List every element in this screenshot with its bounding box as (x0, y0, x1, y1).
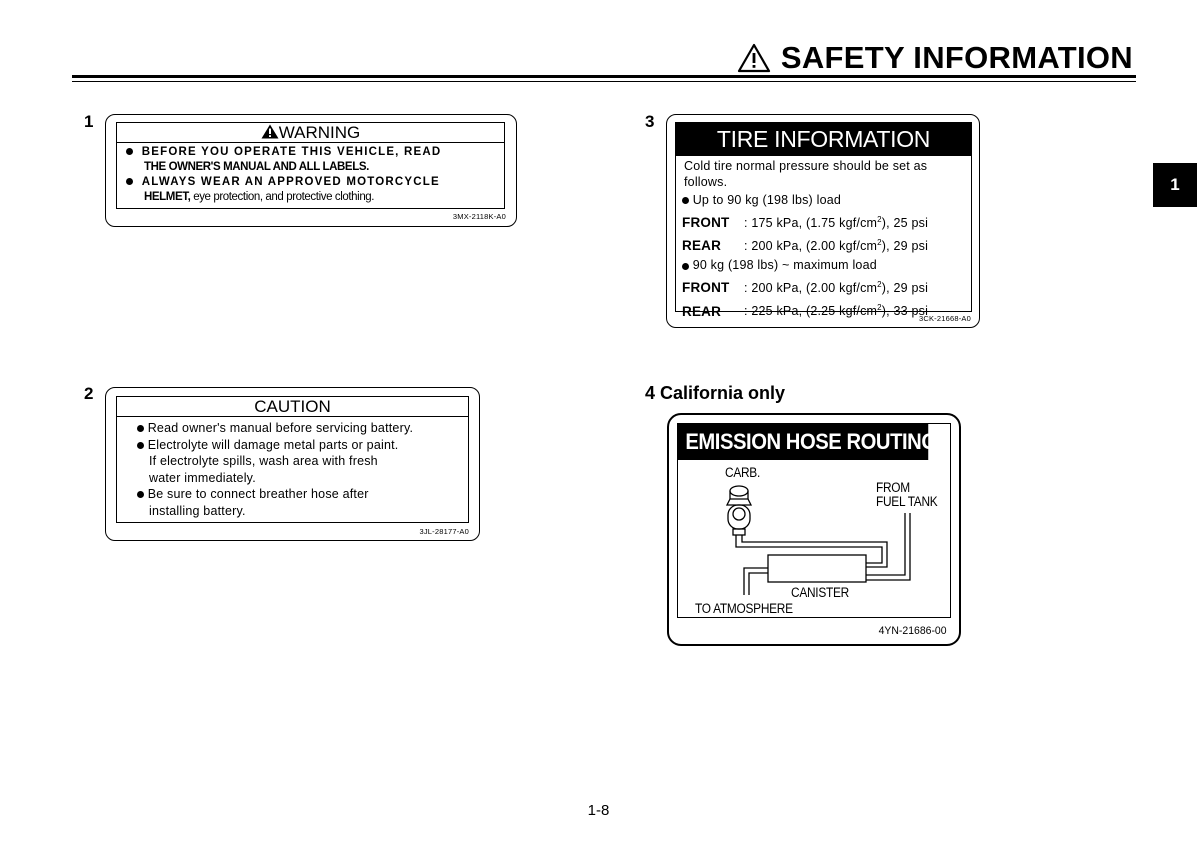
header-rule-thin (72, 81, 1136, 82)
warning-line-2b: HELMET, eye protection, and protective clothing. (144, 191, 375, 203)
tire-label-code: 3CK-21668-A0 (918, 314, 971, 323)
tire-intro-1: Cold tire normal pressure should be set as (684, 159, 928, 173)
caution-line-1: Read owner's manual before servicing battery. (137, 420, 468, 437)
bullet-icon (682, 263, 689, 270)
header-rule-thick (72, 75, 1136, 78)
warning-line-1: BEFORE YOU OPERATE THIS VEHICLE, READ (126, 145, 504, 160)
warning-line-2: ALWAYS WEAR AN APPROVED MOTORCYCLE (126, 175, 504, 190)
emission-title: EMISSION HOSE ROUTING (678, 424, 928, 460)
bullet-icon (137, 425, 144, 432)
caution-line-3: If electrolyte spills, wash area with fresh (149, 454, 378, 468)
tire-load-2: 90 kg (198 lbs) ~ maximum load (682, 256, 971, 275)
warning-label-code: 3MX-2118K-A0 (452, 212, 506, 221)
bullet-icon (137, 491, 144, 498)
caution-line-5: Be sure to connect breather hose after (137, 486, 468, 503)
header-title-text: SAFETY INFORMATION (780, 40, 1133, 75)
page-number: 1-8 (587, 802, 610, 819)
bullet-icon (682, 197, 689, 204)
carb-label: CARB. (725, 465, 760, 480)
canister-label: CANISTER (791, 585, 849, 600)
emission-label-code: 4YN-21686-00 (879, 625, 947, 637)
warning-triangle-small-icon (261, 124, 279, 139)
bullet-icon (126, 178, 133, 185)
caution-line-4: water immediately. (149, 470, 256, 485)
tire-front-2: FRONT : 200 kPa, (2.00 kgf/$cm^2$), 29 psi (682, 280, 929, 296)
warning-inner-box (116, 122, 505, 209)
canister-icon (768, 555, 866, 582)
carburetor-icon (727, 486, 751, 535)
caution-label-code: 3JL-28177-A0 (419, 527, 469, 536)
atmosphere-label: TO ATMOSPHERE (695, 601, 793, 616)
caution-line-6: installing battery. (149, 503, 246, 518)
tire-front-1: FRONT : 175 kPa, (1.75 kgf/$cm^2$), 25 psi (682, 215, 929, 231)
chapter-tab: 1 (1153, 163, 1197, 207)
caution-label (105, 387, 480, 541)
tire-load-1: Up to 90 kg (198 lbs) load (682, 191, 971, 210)
emission-label (667, 413, 961, 646)
page-header-title (737, 40, 1133, 76)
california-heading: 4 California only (645, 383, 786, 403)
warning-triangle-icon (737, 43, 771, 73)
label2-number: 2 (84, 384, 94, 403)
bullet-icon (137, 442, 144, 449)
caution-inner-box (116, 396, 469, 523)
tire-intro-2: follows. (684, 175, 728, 189)
warning-label (105, 114, 517, 227)
tire-info-label (666, 114, 980, 328)
warning-title: WARNING (117, 123, 504, 143)
from-label: FROM (876, 480, 910, 495)
tire-rear-1: REAR : 200 kPa, (2.00 kgf/$cm^2$), 29 psi (682, 238, 929, 254)
caution-title: CAUTION (117, 397, 468, 417)
tire-title: TIRE INFORMATION (676, 123, 971, 156)
label3-number: 3 (645, 112, 655, 131)
warning-line-1b: THE OWNER'S MANUAL AND ALL LABELS. (144, 161, 369, 173)
tire-rear-2: REAR : 225 kPa, (2.25 kgf/$cm^2$), 33 psi (682, 303, 929, 319)
fuel-tank-label: FUEL TANK (876, 494, 938, 509)
bullet-icon (126, 148, 133, 155)
label1-number: 1 (84, 112, 94, 131)
caution-line-2: Electrolyte will damage metal parts or paint. (137, 437, 468, 454)
